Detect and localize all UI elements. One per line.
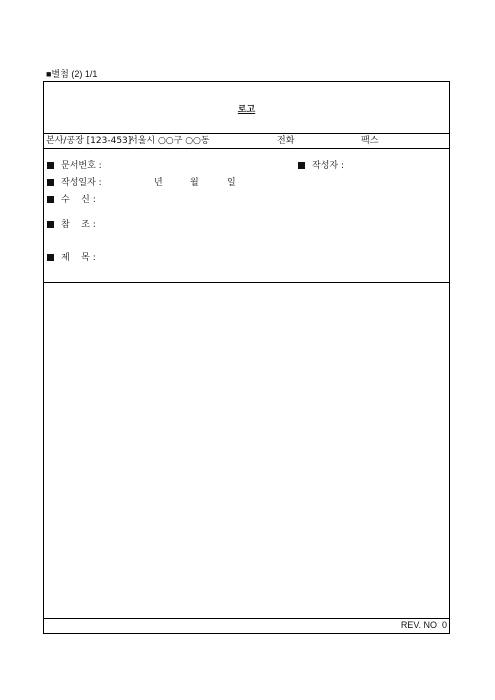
year-label: 년 [154, 178, 163, 188]
revision-number: REV. NO 0 [400, 620, 447, 630]
author-label: 작성자 : [312, 161, 344, 171]
square-bullet-icon [47, 221, 54, 228]
day-label: 일 [227, 178, 236, 188]
square-bullet-icon [47, 179, 54, 186]
doc-number-field [47, 160, 102, 172]
reference-label: 참 조 : [61, 220, 96, 230]
subject-field [47, 252, 96, 264]
logo-placeholder: 로고 [237, 105, 256, 115]
fax-label: 팩스 [361, 136, 379, 146]
square-bullet-icon [47, 254, 54, 261]
recipient-field [47, 194, 96, 206]
date-field [47, 177, 102, 189]
annex-label: ■별첨 (2) 1/1 [46, 69, 98, 79]
phone-label: 전화 [277, 136, 295, 146]
date-label: 작성일자 : [61, 178, 102, 188]
office-label: 본사/공장 [123-453] [46, 136, 132, 146]
document-form [43, 81, 450, 634]
divider-footer [44, 618, 449, 619]
divider-header [44, 282, 449, 283]
month-label: 월 [190, 178, 199, 188]
square-bullet-icon [298, 162, 305, 169]
address-row [44, 134, 449, 148]
address-text: 서울시 ○○구 ○○동 [129, 136, 210, 146]
divider-address [44, 148, 449, 149]
doc-number-label: 문서번호 : [61, 161, 102, 171]
author-field [298, 160, 344, 172]
square-bullet-icon [47, 196, 54, 203]
square-bullet-icon [47, 162, 54, 169]
reference-field [47, 219, 96, 231]
recipient-label: 수 신 : [61, 195, 96, 205]
subject-label: 제 목 : [61, 253, 96, 263]
